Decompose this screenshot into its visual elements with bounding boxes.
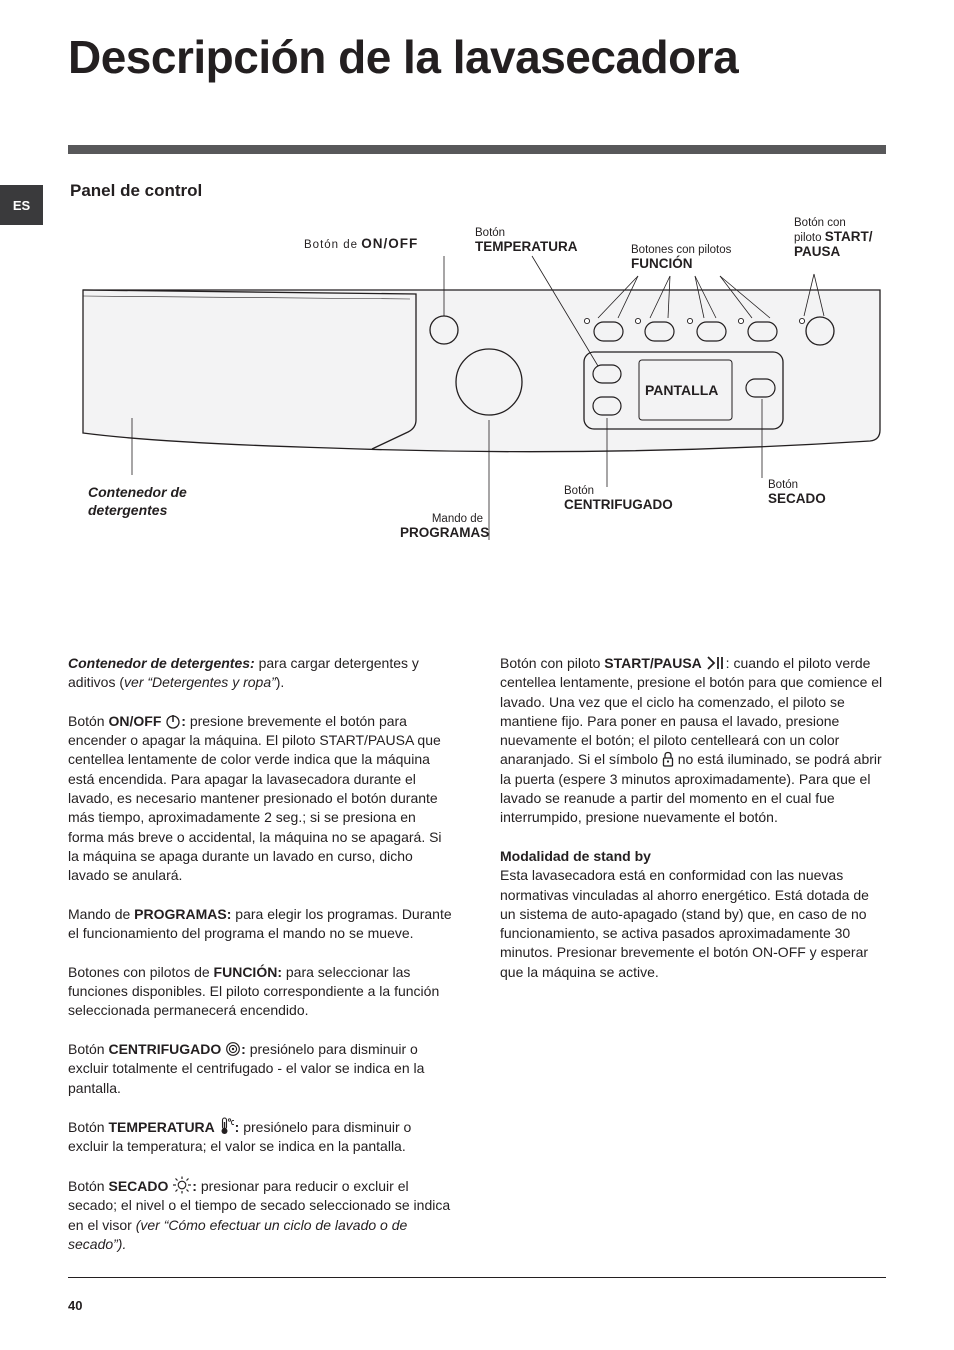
dry-paragraph: Botón SECADO : presionar para reducir o excluir el secado; el nivel o el tiempo de secado seleccionado se indica en el visor (ver “Cómo efectuar un ciclo de lavado o de secado”). [68, 1178, 451, 1252]
start-pause-paragraph: Botón con piloto START/PAUSA : cuando el piloto verde centellea lentamente, presione el botón para que comience el lavado. Una vez que el ciclo ha comenzado, el piloto se mantiene fijo. Para poner en pausa el lavado, presione nuevamente el botón; el piloto centelleará con un color anaranjado. Si el símbolo no está iluminado, se podrá abrir la puerta (espere 3 minutos aproximadamente). Para que el lavado se reanude a partir del momento en el cual fue interrumpido, presione nuevamente el botón. [500, 655, 883, 826]
detergent-paragraph: Contenedor de detergentes: para cargar detergentes y aditivos (ver “Detergentes y ropa”). [68, 655, 419, 691]
page-title: Descripción de la lavasecadora [68, 31, 739, 83]
temperature-button [593, 365, 621, 383]
function-paragraph: Botones con pilotos de FUNCIÓN: para seleccionar las funciones disponibles. El piloto correspondiente a la función seleccionada permanecerá encendido. [68, 963, 440, 1019]
footer-divider [68, 1277, 886, 1278]
start-pause-label: Botón con piloto START/ PAUSA [794, 217, 873, 259]
right-column [500, 654, 886, 1001]
control-panel-diagram [0, 0, 954, 560]
language-tab: ES [0, 185, 43, 225]
program-knob [456, 349, 522, 415]
spin-icon [225, 1041, 241, 1057]
detergent-label: Contenedor de detergentes [88, 484, 187, 518]
onoff-button [430, 316, 458, 344]
dry-label: Botón SECADO [768, 479, 826, 506]
onoff-label: Botón de ON/OFF [304, 236, 419, 251]
spin-button [593, 397, 621, 415]
onoff-paragraph: Botón ON/OFF : presione brevemente el botón para encender o apagar la máquina. El piloto START/PAUSA que centellea lentamente de color verde indica que la máquina está encendida. Para apagar la lavasecadora durante el lavado, es necesario mantener presionado el botón durante más tiempo, aproximadamente 2 seg.; si se presiona en forma más breve o accidental, la máquina no se apagará. Si la máquina se apaga durante un lavado en curso, dicho lavado se anulará. [68, 712, 442, 884]
function-button-1 [594, 322, 623, 341]
temperature-paragraph: Botón TEMPERATURA : presiónelo para disminuir o excluir la temperatura; el valor se indica en la pantalla. [68, 1119, 412, 1155]
programs-paragraph: Mando de PROGRAMAS: para elegir los programas. Durante el funcionamiento del programa el mando no se mueve. [68, 905, 452, 942]
section-heading: Panel de control [70, 181, 203, 200]
spin-paragraph: Botón CENTRIFUGADO : presiónelo para disminuir o excluir totalmente el centrifugado - el valor se indica en la pantalla. [68, 1040, 425, 1096]
display-label: PANTALLA [645, 382, 719, 398]
function-button-2 [645, 322, 674, 341]
programs-label: Mando de PROGRAMAS [400, 513, 490, 540]
standby-heading: Modalidad de stand by [500, 847, 651, 864]
temperature-label: Botón TEMPERATURA [475, 227, 578, 254]
dry-button [746, 379, 775, 397]
standby-paragraph: Modalidad de stand by Esta lavasecadora está en conformidad con las nuevas normativas vinculadas al ahorro energético. Está dotada de un sistema de auto-apagado (stand by) que, en caso de no funcionamiento, se activa pasados aproximadamente 30 minutos. Presionar brevemente el botón ON-OFF y esperar que la máquina se active. [500, 847, 869, 980]
play-pause-icon [706, 655, 726, 671]
lock-icon [662, 751, 674, 767]
function-label: Botones con pilotos FUNCIÓN [631, 244, 732, 271]
function-button-3 [697, 322, 726, 341]
function-button-4 [748, 322, 777, 341]
page-number: 40 [68, 1298, 83, 1313]
sun-icon [172, 1176, 192, 1194]
power-icon [165, 713, 181, 729]
start-pause-button [806, 317, 834, 345]
left-column [68, 654, 454, 1274]
spin-label: Botón CENTRIFUGADO [564, 485, 673, 512]
thermometer-icon [219, 1117, 235, 1135]
